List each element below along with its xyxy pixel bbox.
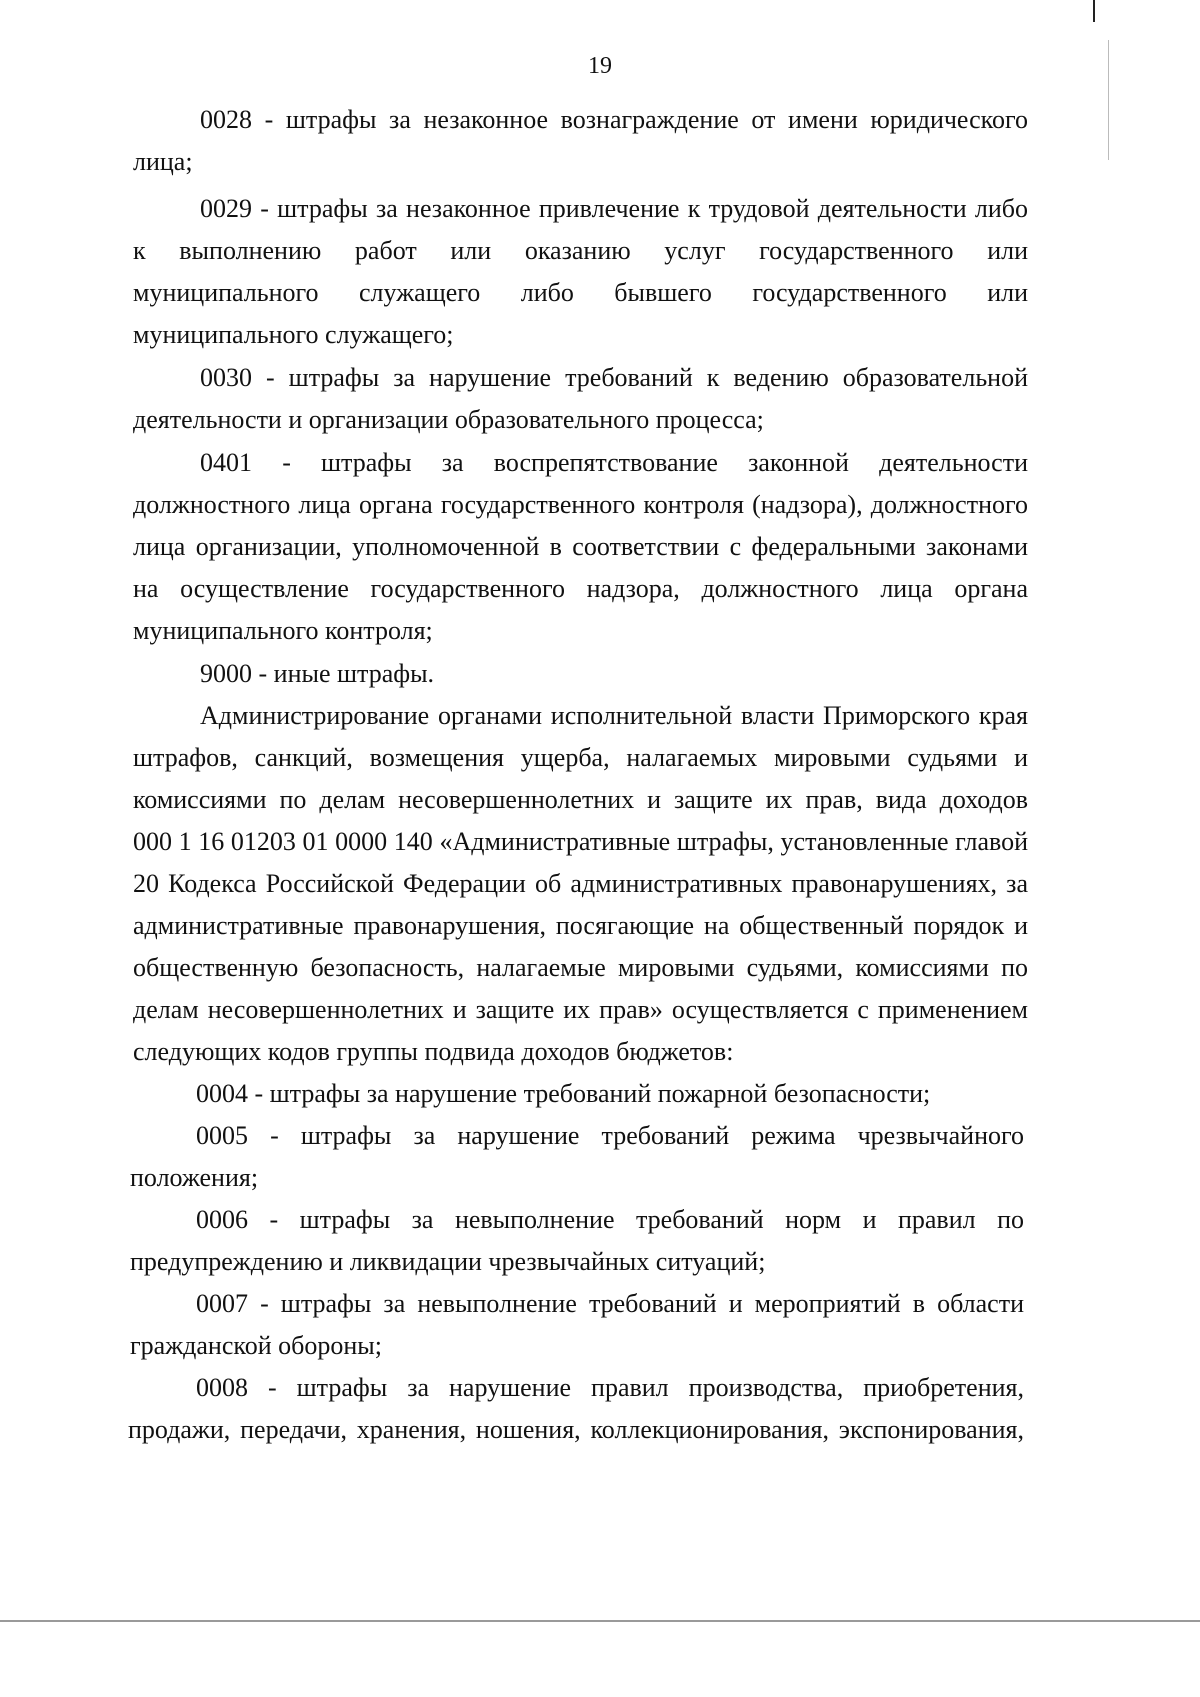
- text-line: следующих кодов группы подвида доходов бюджетов:: [133, 1037, 734, 1066]
- scan-bottom-edge: [0, 1620, 1200, 1622]
- text-line: деятельности и организации образовательного процесса;: [133, 405, 764, 434]
- text-line: положения;: [130, 1163, 259, 1192]
- text-line: 000 1 16 01203 01 0000 140 «Административные штрафы, установленные главой: [133, 827, 1028, 856]
- text-line: должностного лица органа государственного контроля (надзора), должностного: [133, 490, 1028, 519]
- text-line: гражданской обороны;: [130, 1331, 382, 1360]
- text-line: общественную безопасность, налагаемые мировыми судьями, комиссиями по: [133, 953, 1028, 982]
- text-line: муниципального служащего;: [133, 320, 454, 349]
- page-number: 19: [588, 53, 612, 79]
- text-line: 20 Кодекса Российской Федерации об административных правонарушениях, за: [133, 869, 1028, 898]
- text-line: 0008 - штрафы за нарушение правил производства, приобретения,: [196, 1373, 1024, 1402]
- text-line: лица организации, уполномоченной в соответствии с федеральными законами: [133, 532, 1028, 561]
- text-line: 0029 - штрафы за незаконное привлечение к трудовой деятельности либо: [200, 194, 1028, 223]
- text-line: на осуществление государственного надзора, должностного лица органа: [133, 574, 1028, 603]
- scan-edge-line: [1108, 40, 1109, 160]
- text-line: предупреждению и ликвидации чрезвычайных ситуаций;: [130, 1247, 766, 1276]
- text-line: продажи, передачи, хранения, ношения, коллекционирования, экспонирования,: [128, 1415, 1024, 1444]
- text-line: 0004 - штрафы за нарушение требований пожарной безопасности;: [196, 1079, 931, 1108]
- text-line: 0007 - штрафы за невыполнение требований и мероприятий в области: [196, 1289, 1024, 1318]
- text-line: Администрирование органами исполнительной власти Приморского края: [200, 701, 1028, 730]
- text-line: к выполнению работ или оказанию услуг государственного или: [133, 236, 1028, 265]
- text-line: административные правонарушения, посягающие на общественный порядок и: [133, 911, 1028, 940]
- text-line: 0005 - штрафы за нарушение требований режима чрезвычайного: [196, 1121, 1024, 1150]
- scan-edge-mark: [1093, 0, 1095, 22]
- text-line: 0006 - штрафы за невыполнение требований норм и правил по: [196, 1205, 1024, 1234]
- text-line: комиссиями по делам несовершеннолетних и защите их прав, вида доходов: [133, 785, 1028, 814]
- text-line: 0028 - штрафы за незаконное вознаграждение от имени юридического: [200, 105, 1028, 134]
- text-line: 0401 - штрафы за воспрепятствование законной деятельности: [200, 448, 1028, 477]
- text-line: 0030 - штрафы за нарушение требований к ведению образовательной: [200, 363, 1028, 392]
- text-line: штрафов, санкций, возмещения ущерба, налагаемых мировыми судьями и: [133, 743, 1028, 772]
- text-line: делам несовершеннолетних и защите их прав» осуществляется с применением: [133, 995, 1028, 1024]
- text-line: муниципального служащего либо бывшего государственного или: [133, 278, 1028, 307]
- text-line: муниципального контроля;: [133, 616, 433, 645]
- text-line: 9000 - иные штрафы.: [200, 659, 435, 688]
- text-line: лица;: [133, 147, 193, 176]
